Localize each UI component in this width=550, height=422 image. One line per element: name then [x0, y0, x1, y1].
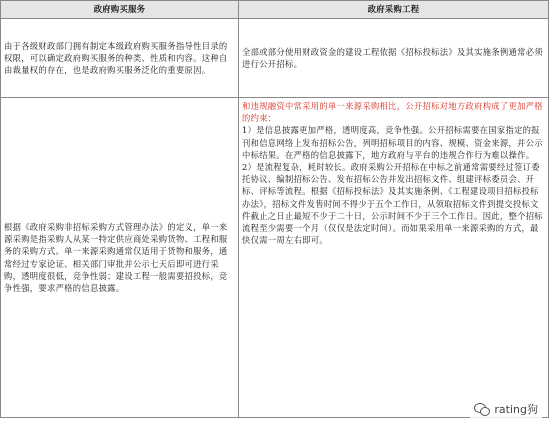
table-header-row: [1, 1, 549, 19]
row2-right-point2: 2）是流程复杂，耗时较长。政府采购公开招标在中标之前通常需要经过签订委托协议、编制招标公告、发布招标公告并发出招标文件、组建评标委员会、开标、评标等流程。根据《招标投标法》及其实施条例、《工程建设项目招标投标办法》，招标文件发售时间不得少于五个工作日，从领取招标文件到提交投标文件截止之日止最短不少于二十日，公示时间不少于三个工作日。因此，整个招标流程至少需要一个月（仅仅是法定时间）。而如果采用单一来源采购的方式，最快仅需一周左右即可。: [242, 162, 543, 246]
header-government-procurement-engineering: 政府采购工程: [239, 1, 549, 19]
row2-left-cell: [1, 98, 239, 418]
table-row: [1, 19, 549, 98]
row1-right-cell: [239, 19, 549, 98]
table-row: [1, 98, 549, 418]
row2-left-text: 根据《政府采购非招标采购方式管理办法》的定义，单一来源采购是指采购人从某一特定供应商处采购货物、工程和服务的采购方式。单一来源采购通常仅适用于货物和服务，通常经过专家论证、相关部门审批并公示七天后即可进行采购，透明度很低，竞争性弱；建设工程一般需要招投标，竞争性强，要求严格的信息披露。: [4, 221, 228, 293]
row2-right-highlight: 和违规融资中常采用的单一来源采购相比，公开招标对地方政府构成了更加严格的约束：: [242, 101, 543, 124]
watermark: [470, 400, 542, 418]
watermark-text: rating狗: [494, 403, 538, 416]
wechat-icon: [474, 402, 490, 416]
row1-left-cell: [1, 19, 239, 98]
row1-left-text: 由于各级财政部门拥有制定本级政府购买服务指导性目录的权限，可以确定政府购买服务的种类、性质和内容。这种自由裁量权的存在，也是政府购买服务泛化的重要原因。: [4, 40, 228, 76]
row2-right-cell: [239, 98, 549, 418]
row2-right-point1: 1）是信息披露更加严格，透明度高，竞争性强。公开招标需要在国家指定的报刊和信息网络上发布招标公告，列明招标项目的内容、规模、资金来源，并公示中标结果。在严格的信息披露下，地方政府与平台的违规合作行为难以操作。: [242, 125, 543, 160]
row1-right-text: 全部或部分使用财政资金的建设工程依据《招标投标法》及其实施条例通常必须进行公开招标。: [242, 46, 543, 69]
header-government-service-purchase: 政府购买服务: [1, 1, 239, 19]
